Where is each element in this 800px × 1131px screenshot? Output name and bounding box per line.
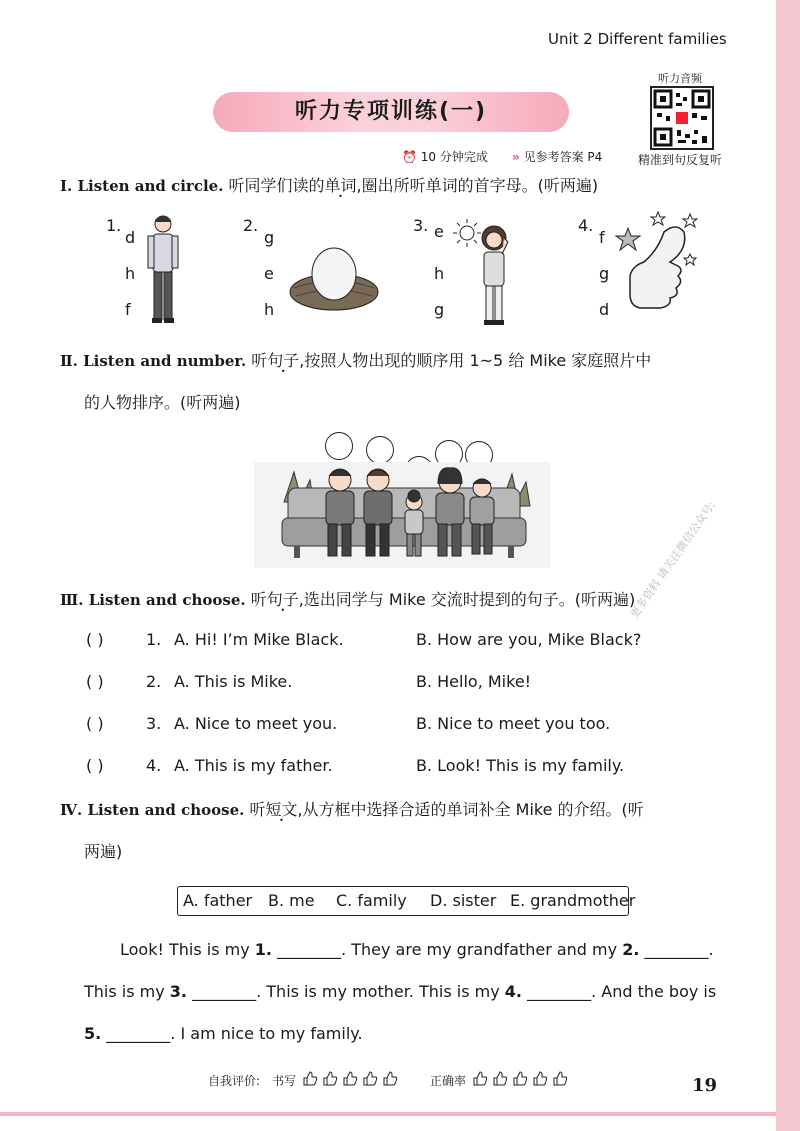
section-3-instruction: Ⅲ. Listen and choose. 听句子,选出同学与 Mike 交流时提到的句子。(听两遍) xyxy=(60,590,636,609)
answer-note xyxy=(512,148,602,165)
item-4-letter-b[interactable]: g xyxy=(599,264,610,283)
section-1-heading: Ⅰ. Listen and circle. xyxy=(60,177,224,195)
thumb-icon[interactable] xyxy=(302,1070,319,1087)
item-2-number: 2. xyxy=(243,216,259,235)
thumb-icon[interactable] xyxy=(472,1070,489,1087)
blank-4-number: 4. xyxy=(504,982,522,1001)
thumb-icon[interactable] xyxy=(322,1070,339,1087)
answer-circle-2[interactable] xyxy=(366,436,394,464)
girl-illustration xyxy=(474,220,514,328)
writing-label: 书写 xyxy=(272,1074,297,1088)
item-3-letter-a[interactable]: e xyxy=(434,222,444,241)
item-4-letter-c[interactable]: d xyxy=(599,300,610,319)
item-1-letter-c[interactable]: f xyxy=(125,300,131,319)
thumb-icon[interactable] xyxy=(512,1070,529,1087)
item-4-number: 4. xyxy=(578,216,594,235)
thumb-icon[interactable] xyxy=(492,1070,509,1087)
blank-4[interactable]: ________. And the boy is xyxy=(521,982,717,1001)
thumb-icon[interactable] xyxy=(342,1070,359,1087)
question-1-option-b[interactable]: B. How are you, Mike Black? xyxy=(416,630,642,649)
question-4-number: 4. xyxy=(146,756,162,775)
item-3-letter-b[interactable]: h xyxy=(434,264,445,283)
qr-caption: 精准到句反复听 xyxy=(637,153,722,167)
section-2-instruction-line2: 的人物排序。(听两遍) xyxy=(84,393,241,412)
item-2-letter-b[interactable]: e xyxy=(264,264,274,283)
item-2-letter-a[interactable]: g xyxy=(264,228,275,247)
watermark-text: 更多资料 请关注微信公众号: xyxy=(627,499,719,621)
time-label: 10 分钟完成 xyxy=(420,150,488,164)
qr-label: 听力音频 xyxy=(658,72,702,85)
item-1-number: 1. xyxy=(106,216,122,235)
page-number: 19 xyxy=(692,1075,718,1096)
item-1-letter-b[interactable]: h xyxy=(125,264,136,283)
item-1-letter-a[interactable]: d xyxy=(125,228,136,247)
section-2-heading: Ⅱ. Listen and number. xyxy=(60,352,247,370)
man-illustration xyxy=(145,214,181,326)
question-3-number: 3. xyxy=(146,714,162,733)
passage-line-1: Look! This is my 1. ________. They are my grandfather and my 2. ________. xyxy=(120,940,714,959)
question-2-option-b[interactable]: B. Hello, Mike! xyxy=(416,672,532,691)
question-1-option-a[interactable]: A. Hi! I’m Mike Black. xyxy=(174,630,344,649)
qr-code-icon[interactable] xyxy=(650,86,714,150)
thumb-icon[interactable] xyxy=(382,1070,399,1087)
blank-5[interactable]: ________. I am nice to my family. xyxy=(101,1024,363,1043)
blank-2[interactable]: ________. xyxy=(639,940,714,959)
thumb-icon[interactable] xyxy=(532,1070,549,1087)
word-option-a[interactable]: A. father xyxy=(183,891,253,910)
word-option-d[interactable]: D. sister xyxy=(430,891,497,910)
clock-icon: ⏰ xyxy=(402,150,417,164)
item-4-letter-a[interactable]: f xyxy=(599,228,605,247)
question-4-option-b[interactable]: B. Look! This is my family. xyxy=(416,756,625,775)
word-option-e[interactable]: E. grandmother xyxy=(510,891,636,910)
accuracy-rating[interactable] xyxy=(472,1070,572,1091)
blank-2-number: 2. xyxy=(622,940,640,959)
item-3-letter-c[interactable]: g xyxy=(434,300,445,319)
timer-note xyxy=(402,148,488,165)
thumb-icon[interactable] xyxy=(552,1070,569,1087)
answer-paren-2[interactable]: ( ) xyxy=(86,672,104,691)
family-photo-illustration xyxy=(254,462,550,568)
section-2-instruction: Ⅱ. Listen and number. 听句子,按照人物出现的顺序用 1~5 给 Mike 家庭照片中 xyxy=(60,351,652,370)
egg-nest-illustration xyxy=(286,244,382,312)
double-chevron-icon: » xyxy=(512,150,520,164)
blank-5-number: 5. xyxy=(84,1024,102,1043)
passage-line-2: This is my 3. ________. This is my mother. This is my 4. ________. And the boy is xyxy=(84,982,717,1001)
section-4-instruction-line2: 两遍) xyxy=(84,842,123,861)
section-1-instruction: Ⅰ. Listen and circle. 听同学们读的单词,圈出所听单词的首字母。(听两遍) xyxy=(60,176,599,195)
answer-paren-4[interactable]: ( ) xyxy=(86,756,104,775)
answer-ref: 见参考答案 P4 xyxy=(523,150,603,164)
blank-1[interactable]: ________. They are my grandfather and my xyxy=(271,940,623,959)
answer-paren-1[interactable]: ( ) xyxy=(86,630,104,649)
question-3-option-b[interactable]: B. Nice to meet you too. xyxy=(416,714,611,733)
blank-3[interactable]: ________. This is my mother. This is my xyxy=(187,982,505,1001)
blank-3-number: 3. xyxy=(169,982,188,1001)
question-2-number: 2. xyxy=(146,672,162,691)
page-title: 听力专项训练(一) xyxy=(294,99,488,124)
answer-circle-1[interactable] xyxy=(325,432,353,460)
question-2-option-a[interactable]: A. This is Mike. xyxy=(174,672,293,691)
section-3-heading: Ⅲ. Listen and choose. xyxy=(60,591,246,609)
section-4-heading: Ⅳ. Listen and choose. xyxy=(60,801,245,819)
bottom-border xyxy=(0,1112,776,1116)
unit-header: Unit 2 Different families xyxy=(548,30,727,48)
accuracy-label: 正确率 xyxy=(430,1074,467,1088)
question-3-option-a[interactable]: A. Nice to meet you. xyxy=(174,714,338,733)
writing-rating[interactable] xyxy=(302,1070,402,1091)
thumbs-up-illustration xyxy=(614,210,704,320)
thumb-icon[interactable] xyxy=(362,1070,379,1087)
page-edge xyxy=(776,0,800,1131)
question-1-number: 1. xyxy=(146,630,162,649)
question-4-option-a[interactable]: A. This is my father. xyxy=(174,756,333,775)
passage-line-3 xyxy=(84,1024,363,1043)
blank-1-number: 1. xyxy=(254,940,272,959)
item-2-letter-c[interactable]: h xyxy=(264,300,275,319)
section-4-instruction: Ⅳ. Listen and choose. 听短文,从方框中选择合适的单词补全 Mike 的介绍。(听 xyxy=(60,800,644,819)
item-3-number: 3. xyxy=(413,216,429,235)
answer-paren-3[interactable]: ( ) xyxy=(86,714,104,733)
self-eval-label: 自我评价: xyxy=(208,1074,261,1088)
word-option-c[interactable]: C. family xyxy=(336,891,407,910)
word-option-b[interactable]: B. me xyxy=(268,891,315,910)
